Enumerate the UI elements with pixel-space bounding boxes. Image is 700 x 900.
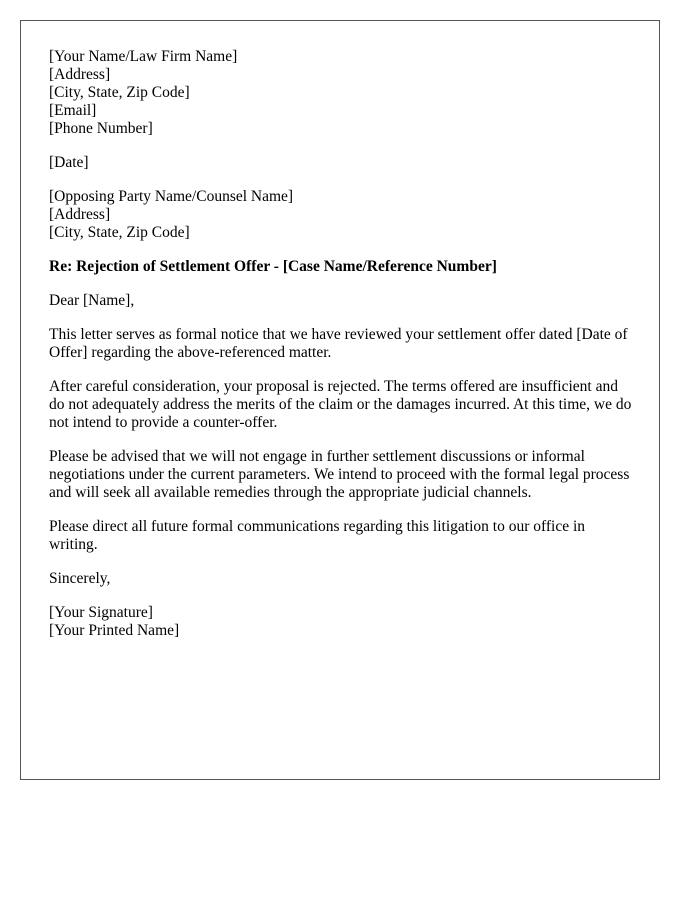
sender-name: [Your Name/Law Firm Name] <box>49 48 238 65</box>
sender-phone: [Phone Number] <box>49 120 153 137</box>
body-paragraph-1: This letter serves as formal notice that we have reviewed your settlement offer dated [Date of Offer] regarding the above-referenced matter. <box>49 326 628 361</box>
salutation: Dear [Name], <box>49 292 135 309</box>
signature-block <box>49 604 634 640</box>
signature-line: [Your Signature] <box>49 604 153 621</box>
letter-date: [Date] <box>49 154 89 171</box>
recipient-name: [Opposing Party Name/Counsel Name] <box>49 188 294 205</box>
letter-content <box>49 48 634 656</box>
recipient-city-state-zip: [City, State, Zip Code] <box>49 224 190 241</box>
sender-address: [Address] <box>49 66 111 83</box>
body-paragraph-2: After careful consideration, your proposal is rejected. The terms offered are insufficient and do not adequately address the merits of the claim or the damages incurred. At this time, we do not intend to provide a counter-offer. <box>49 378 632 431</box>
printed-name: [Your Printed Name] <box>49 622 180 639</box>
sender-email: [Email] <box>49 102 97 119</box>
closing: Sincerely, <box>49 570 111 587</box>
body-paragraph-3: Please be advised that we will not engage in further settlement discussions or informal negotiations under the current parameters. We intend to proceed with the formal legal process and will seek all available remedies through the appropriate judicial channels. <box>49 448 630 501</box>
subject-line: Re: Rejection of Settlement Offer - [Case Name/Reference Number] <box>49 258 497 275</box>
body-paragraph-4: Please direct all future formal communications regarding this litigation to our office in writing. <box>49 518 586 553</box>
sender-city-state-zip: [City, State, Zip Code] <box>49 84 190 101</box>
recipient-address: [Address] <box>49 206 111 223</box>
recipient-block <box>49 188 634 242</box>
sender-block <box>49 48 634 138</box>
letter-page <box>20 20 660 780</box>
date-block <box>49 154 634 172</box>
